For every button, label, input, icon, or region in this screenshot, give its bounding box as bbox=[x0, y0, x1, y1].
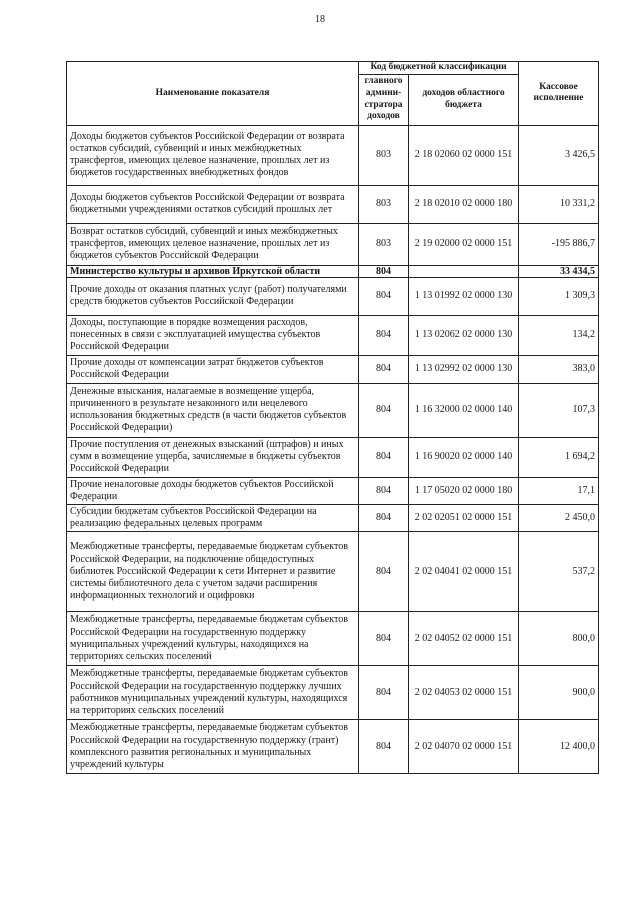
table-row bbox=[67, 185, 599, 223]
row-revenue-code: 1 13 02062 02 0000 130 bbox=[409, 315, 519, 355]
row-name: Межбюджетные трансферты, передаваемые бюджетам субъектов Российской Федерации, на подключение общедоступных библиотек Российской Федерации к сети Интернет и развитие системы библиотечного дела с учетом задачи расширения информационных технологий и оцифровки bbox=[67, 532, 359, 612]
row-revenue-code: 1 13 02992 02 0000 130 bbox=[409, 355, 519, 383]
table-row bbox=[67, 612, 599, 666]
row-amount: 12 400,0 bbox=[519, 720, 599, 774]
row-amount: 107,3 bbox=[519, 383, 599, 437]
row-revenue-code: 1 13 01992 02 0000 130 bbox=[409, 277, 519, 315]
row-revenue-code: 2 02 04041 02 0000 151 bbox=[409, 532, 519, 612]
section-row bbox=[67, 265, 599, 277]
header-revenue-code: доходов областного бюджета bbox=[409, 74, 519, 125]
table-row bbox=[67, 223, 599, 265]
row-revenue-code: 1 16 32000 02 0000 140 bbox=[409, 383, 519, 437]
section-revenue-code bbox=[409, 265, 519, 277]
row-name: Межбюджетные трансферты, передаваемые бюджетам субъектов Российской Федерации на государственную поддержку муниципальных учреждений культуры, находящихся на территориях сельских поселений bbox=[67, 612, 359, 666]
row-admin-code: 803 bbox=[359, 185, 409, 223]
table-row bbox=[67, 720, 599, 774]
row-amount: 800,0 bbox=[519, 612, 599, 666]
row-revenue-code: 2 02 04052 02 0000 151 bbox=[409, 612, 519, 666]
row-name: Прочие неналоговые доходы бюджетов субъектов Российской Федерации bbox=[67, 477, 359, 504]
row-amount: 1 694,2 bbox=[519, 437, 599, 477]
header-indicator-name: Наименование показателя bbox=[67, 62, 359, 126]
row-admin-code: 804 bbox=[359, 437, 409, 477]
row-admin-code: 804 bbox=[359, 720, 409, 774]
section-admin-code: 804 bbox=[359, 265, 409, 277]
row-revenue-code: 1 16 90020 02 0000 140 bbox=[409, 437, 519, 477]
table-row bbox=[67, 437, 599, 477]
table-row bbox=[67, 504, 599, 531]
section-amount: 33 434,5 bbox=[519, 265, 599, 277]
table-row bbox=[67, 666, 599, 720]
row-admin-code: 804 bbox=[359, 277, 409, 315]
row-amount: 10 331,2 bbox=[519, 185, 599, 223]
row-admin-code: 804 bbox=[359, 355, 409, 383]
row-admin-code: 804 bbox=[359, 315, 409, 355]
row-name: Прочие поступления от денежных взысканий (штрафов) и иных сумм в возмещение ущерба, зачисляемые в бюджеты субъектов Российской Федерации bbox=[67, 437, 359, 477]
row-admin-code: 803 bbox=[359, 223, 409, 265]
row-revenue-code: 2 02 04070 02 0000 151 bbox=[409, 720, 519, 774]
row-name: Субсидии бюджетам субъектов Российской Федерации на реализацию федеральных целевых программ bbox=[67, 504, 359, 531]
row-amount: 17,1 bbox=[519, 477, 599, 504]
row-admin-code: 804 bbox=[359, 383, 409, 437]
row-admin-code: 804 bbox=[359, 666, 409, 720]
row-amount: 2 450,0 bbox=[519, 504, 599, 531]
table-row bbox=[67, 383, 599, 437]
row-amount: -195 886,7 bbox=[519, 223, 599, 265]
table-row bbox=[67, 277, 599, 315]
budget-revenue-table bbox=[66, 61, 599, 774]
row-amount: 900,0 bbox=[519, 666, 599, 720]
row-revenue-code: 2 02 02051 02 0000 151 bbox=[409, 504, 519, 531]
table-row bbox=[67, 355, 599, 383]
table-row bbox=[67, 315, 599, 355]
header-cash-execution: Кассовое исполнение bbox=[519, 62, 599, 126]
row-revenue-code: 1 17 05020 02 0000 180 bbox=[409, 477, 519, 504]
row-admin-code: 803 bbox=[359, 125, 409, 185]
row-name: Денежные взыскания, налагаемые в возмещение ущерба, причиненного в результате незаконного или нецелевого использования бюджетных средств (в части бюджетов субъектов Российской Федерации) bbox=[67, 383, 359, 437]
row-name: Прочие доходы от компенсации затрат бюджетов субъектов Российской Федерации bbox=[67, 355, 359, 383]
row-name: Возврат остатков субсидий, субвенций и иных межбюджетных трансфертов, имеющих целевое назначение, прошлых лет из бюджетов субъектов Российской Федерации bbox=[67, 223, 359, 265]
row-admin-code: 804 bbox=[359, 504, 409, 531]
row-amount: 537,2 bbox=[519, 532, 599, 612]
table-row bbox=[67, 532, 599, 612]
row-name: Доходы, поступающие в порядке возмещения расходов, понесенных в связи с эксплуатацией имущества субъектов Российской Федерации bbox=[67, 315, 359, 355]
row-amount: 383,0 bbox=[519, 355, 599, 383]
row-name: Прочие доходы от оказания платных услуг (работ) получателями средств бюджетов субъектов Российской Федерации bbox=[67, 277, 359, 315]
row-revenue-code: 2 18 02010 02 0000 180 bbox=[409, 185, 519, 223]
header-admin-code: главного админи-стратора доходов bbox=[359, 74, 409, 125]
row-name: Межбюджетные трансферты, передаваемые бюджетам субъектов Российской Федерации на государственную поддержку лучших работников муниципальных учреждений культуры, находящихся на территориях сельских поселений bbox=[67, 666, 359, 720]
row-revenue-code: 2 19 02000 02 0000 151 bbox=[409, 223, 519, 265]
row-admin-code: 804 bbox=[359, 477, 409, 504]
row-amount: 134,2 bbox=[519, 315, 599, 355]
header-code-group: Код бюджетной классификации bbox=[359, 62, 519, 75]
row-amount: 1 309,3 bbox=[519, 277, 599, 315]
row-name: Доходы бюджетов субъектов Российской Федерации от возврата остатков субсидий, субвенций и иных межбюджетных трансфертов, имеющих целевое назначение, прошлых лет из бюджетов государственных внебюджетных фондов bbox=[67, 125, 359, 185]
row-revenue-code: 2 02 04053 02 0000 151 bbox=[409, 666, 519, 720]
row-amount: 3 426,5 bbox=[519, 125, 599, 185]
row-revenue-code: 2 18 02060 02 0000 151 bbox=[409, 125, 519, 185]
row-admin-code: 804 bbox=[359, 532, 409, 612]
section-name: Министерство культуры и архивов Иркутской области bbox=[67, 265, 359, 277]
page-number: 18 bbox=[315, 14, 325, 25]
row-name: Межбюджетные трансферты, передаваемые бюджетам субъектов Российской Федерации на государственную поддержку (грант) комплексного развития региональных и муниципальных учреждений культуры bbox=[67, 720, 359, 774]
row-admin-code: 804 bbox=[359, 612, 409, 666]
row-name: Доходы бюджетов субъектов Российской Федерации от возврата бюджетными учреждениями остатков субсидий прошлых лет bbox=[67, 185, 359, 223]
table-row bbox=[67, 125, 599, 185]
table-row bbox=[67, 477, 599, 504]
